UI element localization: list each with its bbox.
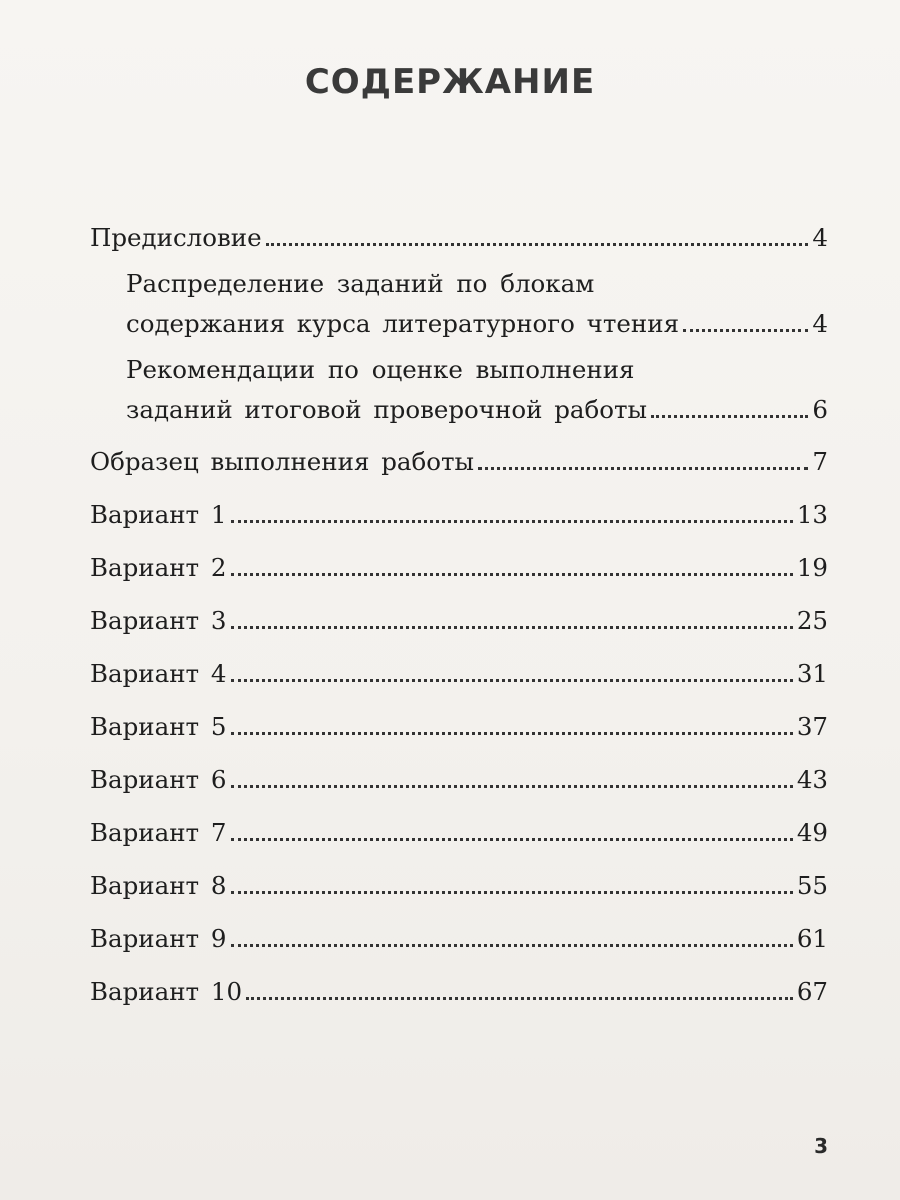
toc-entry-label: Вариант 1 [90, 500, 227, 529]
leader-dots [683, 328, 808, 332]
leader-dots [231, 625, 793, 629]
toc-entry-label: Образец выполнения работы [90, 447, 475, 476]
toc-page-number: 55 [796, 871, 828, 900]
toc-page-number: 31 [796, 659, 828, 688]
toc-page-number: 13 [796, 500, 828, 529]
toc-entry-variant-3[interactable] [90, 601, 828, 641]
toc-entry-label: заданий итоговой проверочной работы [126, 395, 648, 424]
toc-page-number: 4 [812, 309, 828, 338]
toc-page-number: 37 [796, 712, 828, 741]
toc-entry-variant-8[interactable] [90, 866, 828, 906]
toc-entry-label: Вариант 8 [90, 871, 227, 900]
page-title: СОДЕРЖАНИЕ [304, 62, 596, 102]
toc-entry-distribution-line1[interactable]: Распределение заданий по блокам [126, 269, 595, 298]
toc-page-number: 49 [796, 818, 828, 847]
toc-entry-label: Вариант 4 [90, 659, 227, 688]
leader-dots [231, 678, 793, 682]
toc-entry-variant-5[interactable] [90, 707, 828, 747]
table-of-contents [90, 218, 828, 1012]
toc-entry-label: Вариант 6 [90, 765, 227, 794]
toc-entry-label: содержания курса литературного чтения [126, 309, 680, 338]
page-number: 3 [814, 1134, 828, 1158]
toc-entry-label: Вариант 3 [90, 606, 227, 635]
leader-dots [231, 572, 793, 576]
toc-entry-label: Вариант 9 [90, 924, 227, 953]
toc-entry-label: Предисловие [90, 223, 262, 252]
toc-page-number: 4 [812, 223, 828, 252]
toc-entry-variant-4[interactable] [90, 654, 828, 694]
leader-dots [478, 466, 808, 470]
leader-dots [651, 414, 808, 418]
toc-page-number: 61 [796, 924, 828, 953]
leader-dots [231, 784, 793, 788]
leader-dots [266, 242, 809, 246]
toc-entry-variant-6[interactable] [90, 760, 828, 800]
toc-page-number: 67 [796, 977, 828, 1006]
toc-page-number: 43 [796, 765, 828, 794]
toc-entry-variant-10[interactable] [90, 972, 828, 1012]
toc-entry-label: Вариант 7 [90, 818, 227, 847]
toc-entry-label: Вариант 5 [90, 712, 227, 741]
leader-dots [231, 837, 793, 841]
leader-dots [246, 996, 793, 1000]
toc-entry-label: Вариант 10 [90, 977, 243, 1006]
toc-entry-recommendations-line1[interactable]: Рекомендации по оценке выполнения [126, 355, 635, 384]
toc-entry-preface[interactable] [90, 218, 828, 258]
toc-entry-variant-7[interactable] [90, 813, 828, 853]
toc-entry-recommendations[interactable] [90, 390, 828, 430]
toc-entry-variant-1[interactable] [90, 495, 828, 535]
leader-dots [231, 731, 793, 735]
toc-entry-sample[interactable] [90, 442, 828, 482]
toc-entry-distribution[interactable] [90, 304, 828, 344]
toc-page-number: 19 [796, 553, 828, 582]
leader-dots [231, 943, 793, 947]
toc-page-number: 25 [796, 606, 828, 635]
leader-dots [231, 519, 793, 523]
toc-entry-variant-9[interactable] [90, 919, 828, 959]
toc-entry-variant-2[interactable] [90, 548, 828, 588]
toc-page-number: 7 [812, 447, 828, 476]
leader-dots [231, 890, 793, 894]
toc-entry-label: Вариант 2 [90, 553, 227, 582]
toc-page-number: 6 [812, 395, 828, 424]
